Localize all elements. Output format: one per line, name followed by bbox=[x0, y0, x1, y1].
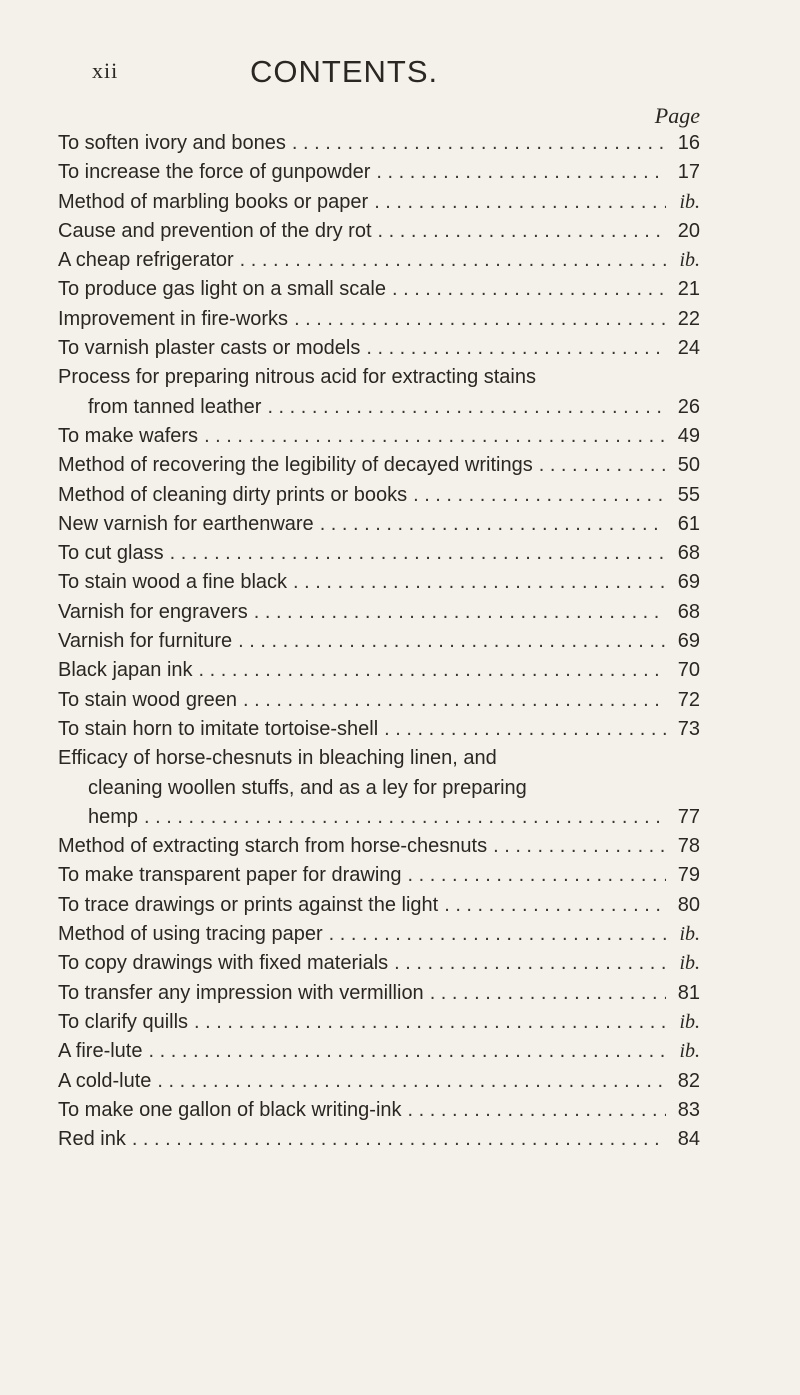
dot-leader bbox=[294, 305, 666, 334]
toc-entry bbox=[58, 832, 700, 861]
dot-leader bbox=[204, 422, 666, 451]
toc-entry-line bbox=[58, 627, 700, 656]
dot-leader bbox=[267, 393, 666, 422]
toc-entry-title: New varnish for earthenware bbox=[58, 512, 314, 535]
toc-entry-line bbox=[58, 598, 700, 627]
toc-entry bbox=[58, 598, 700, 627]
toc-entry-page: 21 bbox=[677, 278, 700, 301]
toc-entry-line bbox=[58, 861, 700, 890]
toc-entry-page: 79 bbox=[677, 864, 700, 887]
toc-entry-page: 49 bbox=[677, 424, 700, 447]
toc-entry-line bbox=[58, 1037, 700, 1066]
dot-leader bbox=[374, 188, 666, 217]
dot-leader bbox=[144, 803, 666, 832]
dot-leader bbox=[320, 510, 666, 539]
toc-entry-title: Method of cleaning dirty prints or books bbox=[58, 483, 408, 506]
toc-entry-title: Process for preparing nitrous acid for extracting stains bbox=[58, 366, 536, 389]
toc-entry-title: A fire-lute bbox=[58, 1040, 143, 1063]
dot-leader bbox=[408, 1096, 666, 1125]
toc-entry-page: ib. bbox=[679, 952, 700, 975]
dot-leader bbox=[413, 481, 666, 510]
toc-entry-page: 73 bbox=[677, 717, 700, 740]
toc-entry-line bbox=[58, 217, 700, 246]
toc-entry-page: 61 bbox=[677, 512, 700, 535]
toc-entry bbox=[58, 422, 700, 451]
toc-entry-title: To copy drawings with fixed materials bbox=[58, 952, 389, 975]
dot-leader bbox=[493, 832, 666, 861]
toc-entry bbox=[58, 656, 700, 685]
toc-entry bbox=[58, 1096, 700, 1125]
toc-entry-line bbox=[58, 158, 700, 187]
dot-leader bbox=[148, 1037, 666, 1066]
toc-entry bbox=[58, 949, 700, 978]
toc-entry-page: ib. bbox=[679, 1040, 700, 1063]
toc-entry-page: ib. bbox=[679, 249, 700, 272]
toc-entry-line bbox=[58, 568, 700, 597]
toc-entry-title: To make transparent paper for drawing bbox=[58, 864, 402, 887]
dot-leader bbox=[444, 891, 666, 920]
toc-entry bbox=[58, 539, 700, 568]
toc-entry bbox=[58, 275, 700, 304]
toc-entry-line bbox=[58, 920, 700, 949]
toc-entry bbox=[58, 246, 700, 275]
toc-entry-page: 16 bbox=[677, 132, 700, 154]
toc-entry-line bbox=[58, 334, 700, 363]
toc-entry-page: 26 bbox=[677, 395, 700, 418]
page-header bbox=[0, 54, 800, 89]
toc-entry-page: 82 bbox=[677, 1069, 700, 1092]
toc-entry-page: 55 bbox=[677, 483, 700, 506]
toc-entry-title: To increase the force of gunpowder bbox=[58, 161, 371, 184]
toc-entry bbox=[58, 1067, 700, 1096]
toc-entry-page: 50 bbox=[677, 454, 700, 477]
toc-entry-page: 81 bbox=[677, 981, 700, 1004]
toc-entry-page: 69 bbox=[677, 630, 700, 653]
toc-entry-page: 80 bbox=[677, 893, 700, 916]
toc-entry-title: To cut glass bbox=[58, 542, 164, 565]
toc-entry bbox=[58, 334, 700, 363]
toc-entry-page: 68 bbox=[677, 600, 700, 623]
toc-entry-line bbox=[58, 832, 700, 861]
toc-entry-title: To stain wood green bbox=[58, 688, 238, 711]
toc-entry-page: 70 bbox=[677, 659, 700, 682]
toc-entry-line bbox=[58, 774, 700, 803]
toc-entry-line bbox=[58, 393, 700, 422]
toc-entry-title: cleaning woollen stuffs, and as a ley for preparing bbox=[88, 776, 527, 799]
toc-entry bbox=[58, 627, 700, 656]
toc-entry-line bbox=[58, 451, 700, 480]
toc-entry bbox=[58, 920, 700, 949]
toc-entry bbox=[58, 363, 700, 422]
toc-entry-line bbox=[58, 188, 700, 217]
running-head: CONTENTS. bbox=[250, 54, 439, 89]
toc-entry-page: 24 bbox=[677, 337, 700, 360]
toc-entry bbox=[58, 305, 700, 334]
toc-entry-title: To clarify quills bbox=[58, 1010, 189, 1033]
toc-entry-line bbox=[58, 949, 700, 978]
dot-leader bbox=[366, 334, 666, 363]
toc-entry bbox=[58, 188, 700, 217]
toc-entry-page: 77 bbox=[677, 805, 700, 828]
toc-entry-line bbox=[58, 422, 700, 451]
dot-leader bbox=[243, 686, 666, 715]
toc-entry-line bbox=[58, 481, 700, 510]
toc-entry bbox=[58, 217, 700, 246]
toc-entry-page: ib. bbox=[679, 1010, 700, 1033]
toc-entry bbox=[58, 1037, 700, 1066]
toc-entry-line bbox=[58, 510, 700, 539]
toc-entry bbox=[58, 891, 700, 920]
toc-entry-line bbox=[58, 715, 700, 744]
toc-entry-title: from tanned leather bbox=[88, 395, 262, 418]
dot-leader bbox=[539, 451, 666, 480]
toc-entry bbox=[58, 568, 700, 597]
toc-entry bbox=[58, 1125, 700, 1154]
toc-entry-page: 22 bbox=[677, 307, 700, 330]
dot-leader bbox=[394, 949, 666, 978]
toc-entry-page: 69 bbox=[677, 571, 700, 594]
page-column-label: Page bbox=[654, 103, 700, 128]
dot-leader bbox=[392, 275, 666, 304]
toc-entry-title: Method of extracting starch from horse-chesnuts bbox=[58, 835, 488, 858]
toc-entry-title: To stain horn to imitate tortoise-shell bbox=[58, 717, 379, 740]
toc-entry-title: Red ink bbox=[58, 1128, 126, 1151]
toc-entry-line bbox=[58, 246, 700, 275]
toc-entry-line bbox=[58, 686, 700, 715]
toc-entry-title: To transfer any impression with vermillion bbox=[58, 981, 424, 1004]
toc-entry-page: 20 bbox=[677, 219, 700, 242]
dot-leader bbox=[238, 627, 666, 656]
toc-entry-page: 83 bbox=[677, 1098, 700, 1121]
toc-entry-title: To stain wood a fine black bbox=[58, 571, 288, 594]
toc-entry-title: Cause and prevention of the dry rot bbox=[58, 219, 372, 242]
toc-entry bbox=[58, 129, 700, 158]
toc-entry-title: Varnish for engravers bbox=[58, 600, 248, 623]
dot-leader bbox=[170, 539, 666, 568]
toc-entry-title: A cold-lute bbox=[58, 1069, 152, 1092]
toc-entry-line bbox=[58, 803, 700, 832]
toc-entry-line bbox=[58, 363, 700, 392]
dot-leader bbox=[378, 217, 666, 246]
toc-entry-page: ib. bbox=[679, 190, 700, 213]
toc-entry-line bbox=[58, 1125, 700, 1154]
toc-entry-line bbox=[58, 539, 700, 568]
dot-leader bbox=[430, 979, 666, 1008]
toc-entry-page: 17 bbox=[677, 161, 700, 184]
toc-entry bbox=[58, 481, 700, 510]
toc-entry-page: 72 bbox=[677, 688, 700, 711]
toc-entry-line bbox=[58, 891, 700, 920]
toc-entry bbox=[58, 1008, 700, 1037]
toc-entry-line bbox=[58, 305, 700, 334]
toc-entry-title: A cheap refrigerator bbox=[58, 249, 234, 272]
toc-entry-title: Method of using tracing paper bbox=[58, 923, 323, 946]
toc-entry-title: To soften ivory and bones bbox=[58, 132, 286, 154]
dot-leader bbox=[408, 861, 666, 890]
toc-entry-page: 68 bbox=[677, 542, 700, 565]
toc-entry-line bbox=[58, 129, 700, 158]
dot-leader bbox=[293, 568, 666, 597]
toc-entry bbox=[58, 861, 700, 890]
page-number: xii bbox=[92, 58, 119, 83]
dot-leader bbox=[254, 598, 666, 627]
dot-leader bbox=[194, 1008, 666, 1037]
toc-entry-title: To make wafers bbox=[58, 424, 199, 447]
dot-leader bbox=[199, 656, 666, 685]
dot-leader bbox=[132, 1125, 666, 1154]
toc-entry-page: ib. bbox=[679, 923, 700, 946]
toc-entry-line bbox=[58, 979, 700, 1008]
toc-entry-title: Black japan ink bbox=[58, 659, 193, 682]
toc-entry-line bbox=[58, 1067, 700, 1096]
dot-leader bbox=[157, 1067, 666, 1096]
dot-leader bbox=[376, 158, 666, 187]
toc-entry-title: hemp bbox=[88, 805, 139, 828]
toc-entry-title: Efficacy of horse-chesnuts in bleaching linen, and bbox=[58, 747, 497, 770]
dot-leader bbox=[384, 715, 666, 744]
toc-entry-line bbox=[58, 744, 700, 773]
toc-entry-line bbox=[58, 1008, 700, 1037]
toc-entry bbox=[58, 979, 700, 1008]
toc-entry-line bbox=[58, 656, 700, 685]
toc-entry bbox=[58, 715, 700, 744]
toc-entry bbox=[58, 158, 700, 187]
toc-entry bbox=[58, 451, 700, 480]
toc-entry bbox=[58, 510, 700, 539]
toc-entry-title: Varnish for furniture bbox=[58, 630, 233, 653]
dot-leader bbox=[329, 920, 666, 949]
dot-leader bbox=[292, 129, 666, 158]
toc-entry-title: To trace drawings or prints against the light bbox=[58, 893, 439, 916]
toc-entry-page: 84 bbox=[677, 1128, 700, 1151]
toc-entry-title: To produce gas light on a small scale bbox=[58, 278, 386, 301]
toc-entry-title: Method of recovering the legibility of decayed writings bbox=[58, 454, 533, 477]
toc-entry-title: To make one gallon of black writing-ink bbox=[58, 1098, 402, 1121]
toc-entry-page: 78 bbox=[677, 835, 700, 858]
toc-entry-line bbox=[58, 275, 700, 304]
toc-entry bbox=[58, 686, 700, 715]
table-of-contents bbox=[58, 129, 700, 1154]
toc-entry-title: To varnish plaster casts or models bbox=[58, 337, 361, 360]
dot-leader bbox=[240, 246, 666, 275]
toc-entry-line bbox=[58, 1096, 700, 1125]
toc-entry bbox=[58, 744, 700, 832]
toc-entry-title: Improvement in fire-works bbox=[58, 307, 289, 330]
toc-entry-title: Method of marbling books or paper bbox=[58, 190, 369, 213]
